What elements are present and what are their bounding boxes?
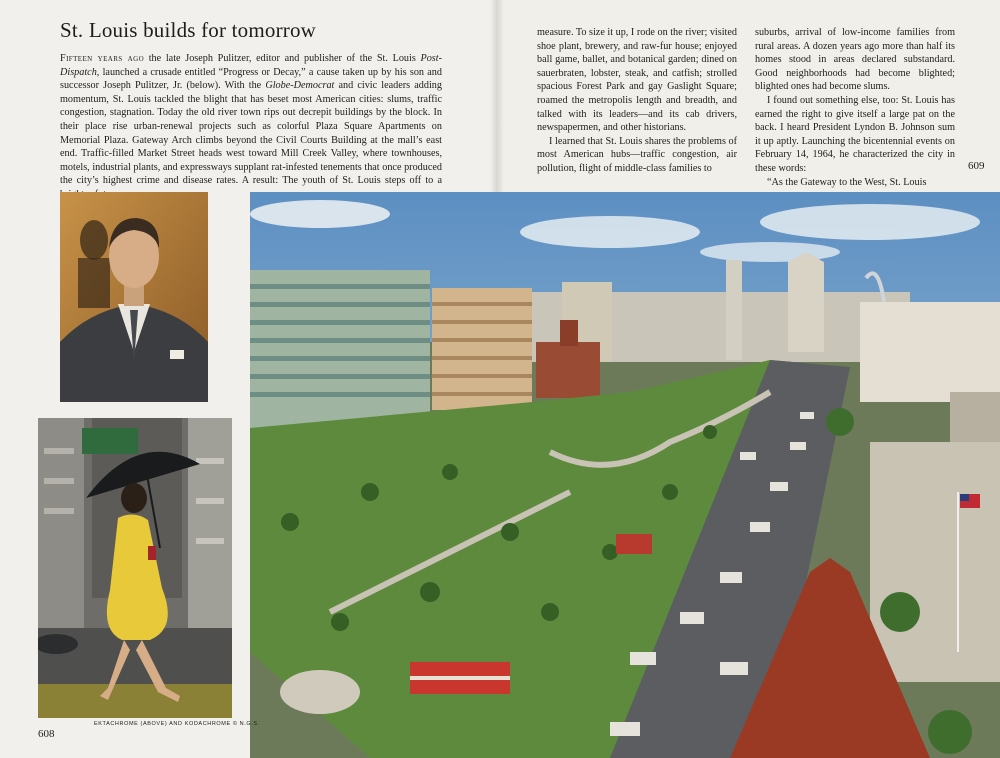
col1-paragraph-2: I learned that St. Louis shares the problems of most American hubs—traffic congestion, air pollution, flight of middle-class families to — [537, 135, 737, 174]
page-number-right: 609 — [968, 160, 985, 172]
intro-text-3: and civic leaders adding momentum, St. Louis tackled the blight that has beset most American cities: slums, traffic congestion, stagnation. Today the old river town rips out decrepit buildings by the block. In their place rise urban-renewal projects such as colorful Plaza Square Apartments on Memorial Plaza. Gateway Arch climbs beyond the Civil Courts Building at the mall’s east end. Traffic-filled Market Street heads west toward Mill Creek Valley, where townhouses, motels, industrial plants, and expressways supplant rat-infested tenements that once produced the city’s highest crime and disease rates. A result: The youth of St. Louis steps off to a — [60, 80, 442, 187]
intro-text-2: , launched a crusade entitled “Progress or Decay,” a cause taken up by his son and successor Joseph Pulitzer, Jr. (below). With the — [60, 66, 442, 92]
intro-paragraph — [60, 52, 442, 202]
intro-lead: Fifteen years ago — [60, 53, 145, 64]
col2-paragraph-2: I found out something else, too: St. Louis has earned the right to give itself a large pat on the back. I heard President Lyndon B. Johnson sum it up aptly. Launching the bicentennial events on February 14, 1964, he characterized the city in these words: — [755, 94, 955, 174]
page-number-left: 608 — [38, 728, 55, 740]
col2-paragraph-1: suburbs, arrival of low-income families from rural areas. A dozen years ago more than half its homes stood in areas declared substandard. Good neighborhoods had become blighted; blighted ones had become slums. — [755, 27, 955, 93]
photo-credit: EKTACHROME (ABOVE) AND KODACHROME © N.G.S. — [94, 721, 260, 727]
right-column-2 — [755, 26, 955, 189]
aerial-city-photo — [250, 192, 1000, 758]
umbrella-girl-photo — [38, 418, 232, 718]
col2-paragraph-3: “As the Gateway to the West, St. Louis — [767, 176, 927, 188]
right-column-1 — [537, 26, 737, 176]
article-title: St. Louis builds for tomorrow — [60, 18, 317, 42]
portrait-photo — [60, 192, 208, 402]
col1-paragraph-1: measure. To size it up, I rode on the river; visited shoe plant, brewery, and raw-fur house; enjoyed ball game, ballet, and botanical garden; dined on sauerbraten, lobster, steak, and catfish; strolled spacious Forest Park and gay Gaslight Square; roamed the metropolis length and breadth, and talked with its leaders—and its cab drivers, newspapermen, and other historians. — [537, 27, 737, 134]
intro-newspaper-2: Globe-Democrat — [265, 80, 335, 92]
intro-text-1: the late Joseph Pulitzer, editor and publisher of the St. Louis — [144, 53, 421, 64]
intro-newspaper-1: Post-Dispatch — [60, 53, 442, 78]
